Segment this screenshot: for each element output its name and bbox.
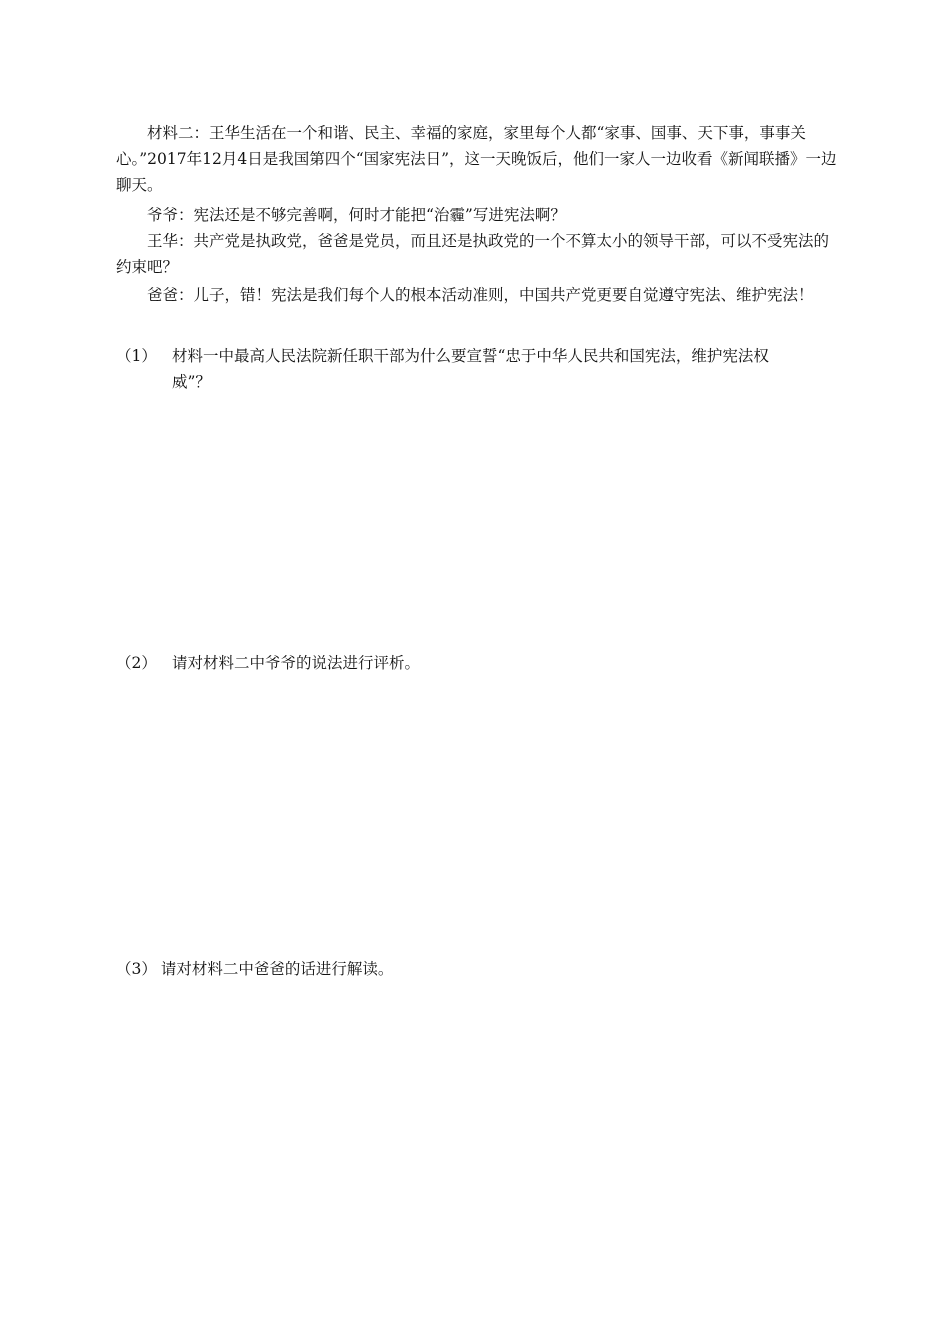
question-3-text: 请对材料二中爸爸的话进行解读。	[160, 960, 394, 978]
wanghua-statement: 王华：共产党是执政党，爸爸是党员，而且还是执政党的一个不算太小的领导干部，可以不受宪法的约束吧？	[116, 232, 830, 276]
father-statement: 爸爸：儿子，错！宪法是我们每个人的根本活动准则，中国共产党更要自觉遵守宪法、维护宪法！	[147, 286, 814, 304]
material-two-intro: 材料二：王华生活在一个和谐、民主、幸福的家庭，家里每个人都“家事、国事、天下事，事事关心。”2017年12月4日是我国第四个“国家宪法日”，这一天晚饭后，他们一家人一边收看《新闻联播》一边聊天。	[116, 124, 837, 194]
question-1-text-line1: 材料一中最高人民法院新任职干部为什么要宣誓“忠于中华人民共和国宪法，维护宪法权	[172, 347, 769, 365]
grandpa-statement: 爷爷：宪法还是不够完善啊，何时才能把“治霾”写进宪法啊？	[147, 206, 566, 224]
question-2-text: 请对材料二中爷爷的说法进行评析。	[172, 654, 421, 672]
question-1-number: （1）	[116, 347, 157, 365]
question-3	[116, 956, 840, 982]
question-3-number: （3）	[116, 960, 157, 978]
question-1	[116, 343, 840, 395]
question-1-text-line2: 威”？	[172, 373, 211, 391]
question-2-number: （2）	[116, 654, 157, 672]
question-2	[116, 650, 840, 676]
